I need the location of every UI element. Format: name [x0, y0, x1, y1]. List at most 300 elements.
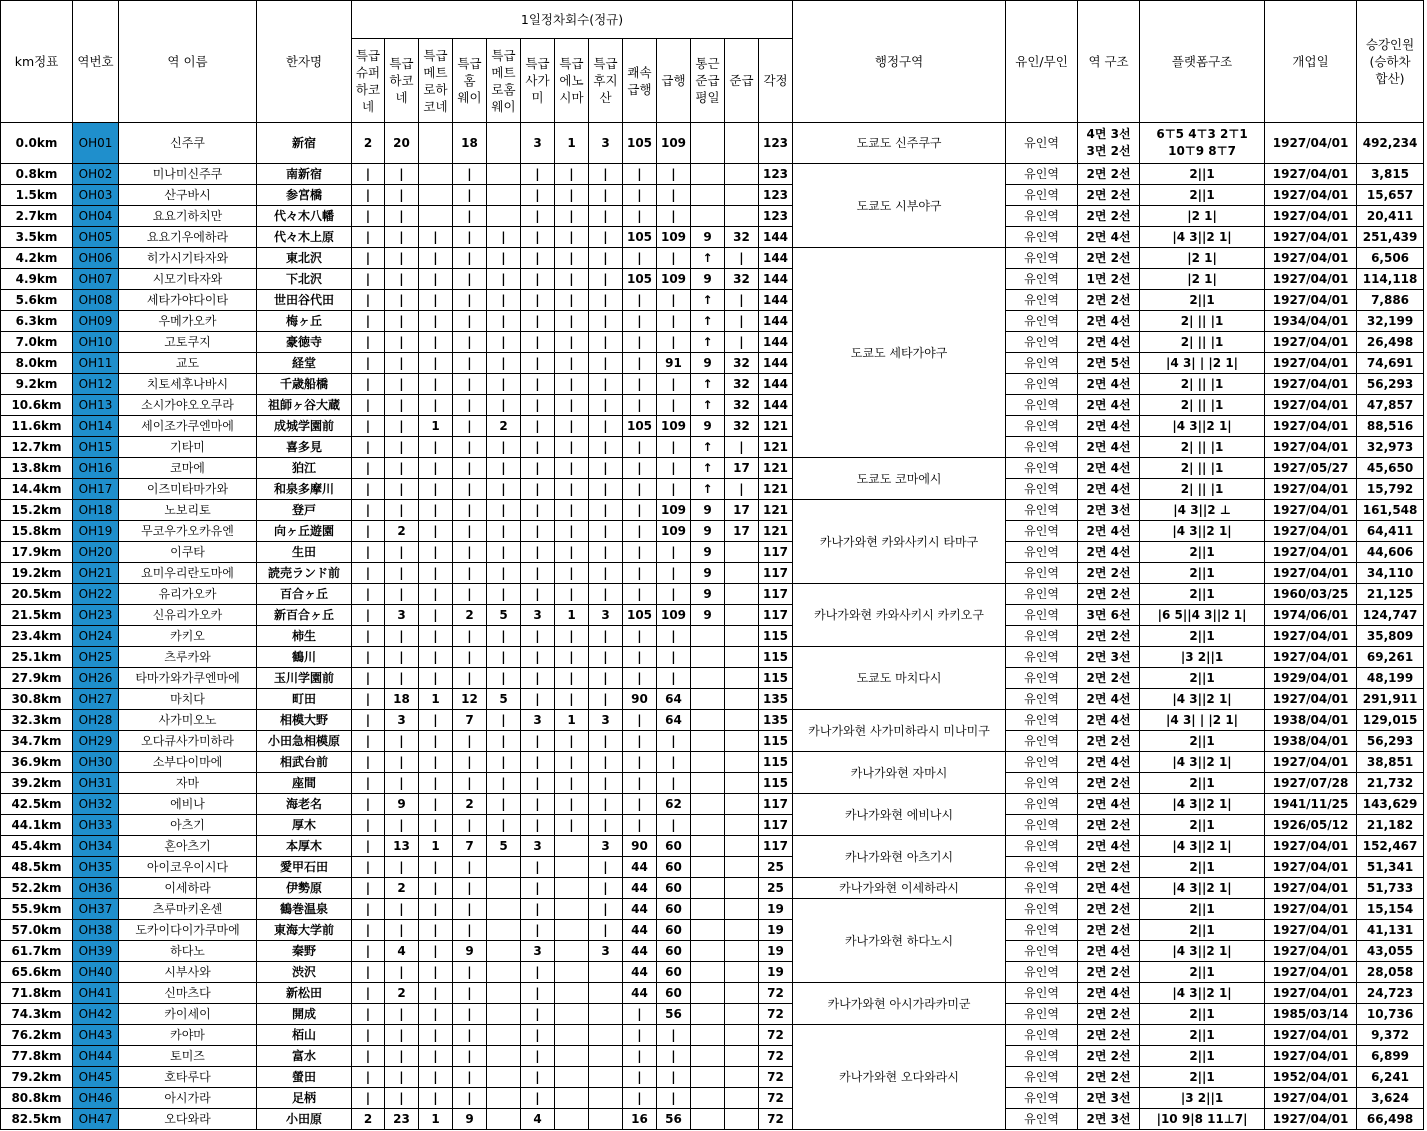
stop-count: | [385, 227, 419, 248]
ridership-cell: 152,467 [1357, 836, 1424, 857]
station-code: OH38 [73, 920, 119, 941]
municipality: 도쿄도 시부야구 [793, 164, 1006, 248]
staffed-cell: 유인역 [1006, 773, 1078, 794]
km-cell: 3.5km [1, 227, 73, 248]
stop-count [691, 1088, 725, 1109]
stop-count: | [555, 290, 589, 311]
stop-count: 3 [589, 836, 623, 857]
stop-count: 9 [691, 542, 725, 563]
ridership-cell: 26,498 [1357, 332, 1424, 353]
stop-count: | [453, 206, 487, 227]
staffed-cell: 유인역 [1006, 542, 1078, 563]
stop-count: | [453, 521, 487, 542]
header-stop-type: 특급 슈퍼 하코 네 [352, 39, 385, 123]
table-row [1, 983, 1424, 1004]
station-name: 시부사와 [119, 962, 257, 983]
stop-count: 32 [725, 353, 759, 374]
stop-count: | [385, 584, 419, 605]
platform-cell: |4 3| | |2 1| [1140, 353, 1265, 374]
station-name: 고토쿠지 [119, 332, 257, 353]
stop-count [725, 1004, 759, 1025]
stop-count: | [623, 1088, 657, 1109]
stop-count: 1 [419, 689, 453, 710]
structure-cell: 2면 2선 [1078, 920, 1140, 941]
staffed-cell: 유인역 [1006, 1088, 1078, 1109]
stop-count [725, 878, 759, 899]
municipality: 카나가와현 에비나시 [793, 794, 1006, 836]
stop-count: | [555, 542, 589, 563]
stop-count: 72 [759, 1088, 793, 1109]
stop-count: | [419, 1067, 453, 1088]
stop-count: 2 [453, 605, 487, 626]
stop-count [419, 164, 453, 185]
header-stops-group: 1일정차회수(정규) [352, 1, 793, 39]
stop-count: | [657, 332, 691, 353]
stop-count: 144 [759, 374, 793, 395]
station-kanji: 百合ヶ丘 [257, 584, 352, 605]
stop-count: 13 [385, 836, 419, 857]
stop-count: | [419, 437, 453, 458]
stop-count: | [521, 731, 555, 752]
opened-cell: 1927/04/01 [1265, 437, 1357, 458]
stop-count: | [589, 899, 623, 920]
stop-count: | [453, 899, 487, 920]
stop-count: | [555, 164, 589, 185]
stop-count: | [419, 710, 453, 731]
station-name: 유리가오카 [119, 584, 257, 605]
stop-count: 4 [521, 1109, 555, 1130]
stop-count: 32 [725, 416, 759, 437]
platform-cell: |4 3||2 1| [1140, 752, 1265, 773]
stop-count: | [352, 1004, 385, 1025]
stop-count: | [589, 248, 623, 269]
table-row [1, 332, 1424, 353]
stop-count: 117 [759, 563, 793, 584]
structure-cell: 2면 4선 [1078, 416, 1140, 437]
platform-cell: 2| || |1 [1140, 479, 1265, 500]
structure-cell: 2면 2선 [1078, 185, 1140, 206]
station-name: 소부다이마에 [119, 752, 257, 773]
stop-count [691, 878, 725, 899]
stop-count [725, 899, 759, 920]
stop-count: | [352, 857, 385, 878]
stop-count: | [623, 731, 657, 752]
ridership-cell: 124,747 [1357, 605, 1424, 626]
stop-count: | [419, 752, 453, 773]
stop-count: | [521, 1004, 555, 1025]
station-kanji: 鶴川 [257, 647, 352, 668]
municipality: 도쿄도 세타가야구 [793, 248, 1006, 458]
stop-count [725, 794, 759, 815]
station-code: OH10 [73, 332, 119, 353]
stop-count: | [623, 458, 657, 479]
platform-cell: 2||1 [1140, 731, 1265, 752]
station-name: 츠루마키온센 [119, 899, 257, 920]
station-kanji: 小田原 [257, 1109, 352, 1130]
table-row [1, 353, 1424, 374]
stop-count: 64 [657, 710, 691, 731]
stop-count: | [657, 731, 691, 752]
stop-count: 3 [521, 941, 555, 962]
stop-count: 3 [589, 710, 623, 731]
structure-cell: 2면 2선 [1078, 815, 1140, 836]
station-name: 카키오 [119, 626, 257, 647]
staffed-cell: 유인역 [1006, 1067, 1078, 1088]
stop-count: | [385, 920, 419, 941]
structure-cell: 2면 4선 [1078, 794, 1140, 815]
station-code: OH18 [73, 500, 119, 521]
stop-count: | [623, 752, 657, 773]
station-name: 이즈미타마가와 [119, 479, 257, 500]
stop-count: 109 [657, 269, 691, 290]
structure-cell: 2면 2선 [1078, 164, 1140, 185]
station-kanji: 相武台前 [257, 752, 352, 773]
station-name: 카야마 [119, 1025, 257, 1046]
stop-count: | [453, 374, 487, 395]
header-stop-type: 급행 [657, 39, 691, 123]
stop-count: | [419, 353, 453, 374]
stop-count: | [419, 1004, 453, 1025]
stop-count: | [623, 248, 657, 269]
staffed-cell: 유인역 [1006, 605, 1078, 626]
stop-count: 32 [725, 269, 759, 290]
stop-count: | [487, 248, 521, 269]
header-opened: 개업일 [1265, 1, 1357, 123]
stop-count: | [419, 227, 453, 248]
stop-count: | [657, 458, 691, 479]
station-kanji: 和泉多摩川 [257, 479, 352, 500]
stop-count: | [453, 395, 487, 416]
stop-count: | [385, 185, 419, 206]
stop-count: | [589, 290, 623, 311]
stop-count: ↑ [691, 311, 725, 332]
station-code: OH32 [73, 794, 119, 815]
stop-count: | [623, 353, 657, 374]
opened-cell: 1927/04/01 [1265, 185, 1357, 206]
stop-count: 72 [759, 1109, 793, 1130]
stop-count: | [555, 731, 589, 752]
stop-count: 115 [759, 752, 793, 773]
station-kanji: 下北沢 [257, 269, 352, 290]
ridership-cell: 161,548 [1357, 500, 1424, 521]
station-code: OH06 [73, 248, 119, 269]
platform-cell: |4 3||2 1| [1140, 521, 1265, 542]
opened-cell: 1927/04/01 [1265, 248, 1357, 269]
structure-cell: 2면 2선 [1078, 1067, 1140, 1088]
stop-count: | [385, 164, 419, 185]
stop-count: 9 [691, 584, 725, 605]
stop-count [691, 857, 725, 878]
ridership-cell: 143,629 [1357, 794, 1424, 815]
stop-count [691, 626, 725, 647]
station-name: 이쿠타 [119, 542, 257, 563]
station-code: OH22 [73, 584, 119, 605]
stop-count: 121 [759, 437, 793, 458]
stop-count: | [352, 416, 385, 437]
km-cell: 27.9km [1, 668, 73, 689]
stop-count: | [589, 206, 623, 227]
staffed-cell: 유인역 [1006, 899, 1078, 920]
stop-count: 9 [691, 416, 725, 437]
station-name: 시모기타자와 [119, 269, 257, 290]
stop-count: ↑ [691, 248, 725, 269]
stop-count: 44 [623, 962, 657, 983]
stop-count: | [521, 1067, 555, 1088]
stop-count: 9 [691, 500, 725, 521]
platform-cell: |2 1| [1140, 269, 1265, 290]
table-row [1, 605, 1424, 626]
stop-count: | [352, 395, 385, 416]
stop-count: | [623, 773, 657, 794]
stop-count [725, 668, 759, 689]
stop-count: | [352, 437, 385, 458]
station-code: OH21 [73, 563, 119, 584]
stop-count: | [589, 311, 623, 332]
stop-count: | [521, 647, 555, 668]
station-code: OH11 [73, 353, 119, 374]
table-row [1, 815, 1424, 836]
structure-cell: 2면 4선 [1078, 941, 1140, 962]
km-cell: 10.6km [1, 395, 73, 416]
stop-count [487, 941, 521, 962]
stop-count [487, 123, 521, 164]
opened-cell: 1927/04/01 [1265, 1088, 1357, 1109]
km-cell: 4.2km [1, 248, 73, 269]
station-kanji: 参宮橋 [257, 185, 352, 206]
stop-count [487, 164, 521, 185]
platform-cell: 2||1 [1140, 1046, 1265, 1067]
stop-count: 144 [759, 332, 793, 353]
stop-count: | [419, 290, 453, 311]
stop-count: 72 [759, 1004, 793, 1025]
ridership-cell: 74,691 [1357, 353, 1424, 374]
ridership-cell: 88,516 [1357, 416, 1424, 437]
stop-count: | [385, 1004, 419, 1025]
stop-count [725, 689, 759, 710]
stop-count: 1 [419, 416, 453, 437]
station-code: OH39 [73, 941, 119, 962]
stop-count: 144 [759, 290, 793, 311]
station-name: 오다와라 [119, 1109, 257, 1130]
table-row [1, 836, 1424, 857]
structure-cell: 2면 4선 [1078, 836, 1140, 857]
platform-cell: 2||1 [1140, 899, 1265, 920]
km-cell: 48.5km [1, 857, 73, 878]
staffed-cell: 유인역 [1006, 416, 1078, 437]
stop-count: | [419, 500, 453, 521]
stop-count: | [352, 206, 385, 227]
stop-count: 2 [385, 983, 419, 1004]
station-kanji: 狛江 [257, 458, 352, 479]
station-code: OH30 [73, 752, 119, 773]
ridership-cell: 15,154 [1357, 899, 1424, 920]
opened-cell: 1929/04/01 [1265, 668, 1357, 689]
stop-count: 5 [487, 689, 521, 710]
table-row [1, 899, 1424, 920]
stop-count: | [589, 815, 623, 836]
stop-count: | [487, 773, 521, 794]
stop-count: 72 [759, 1046, 793, 1067]
header-staffed: 유인/무인 [1006, 1, 1078, 123]
stop-count [725, 542, 759, 563]
station-kanji: 新松田 [257, 983, 352, 1004]
station-kanji: 螢田 [257, 1067, 352, 1088]
staffed-cell: 유인역 [1006, 479, 1078, 500]
stop-count: 105 [623, 269, 657, 290]
structure-cell: 2면 2선 [1078, 626, 1140, 647]
table-row [1, 626, 1424, 647]
staffed-cell: 유인역 [1006, 710, 1078, 731]
station-code: OH40 [73, 962, 119, 983]
stop-count: | [623, 437, 657, 458]
stop-count: 115 [759, 647, 793, 668]
opened-cell: 1927/04/01 [1265, 647, 1357, 668]
station-kanji: 柿生 [257, 626, 352, 647]
platform-cell: 2||1 [1140, 164, 1265, 185]
stop-count: | [555, 584, 589, 605]
stop-count: | [453, 1088, 487, 1109]
structure-cell: 2면 5선 [1078, 353, 1140, 374]
platform-cell: 2| || |1 [1140, 332, 1265, 353]
station-code: OH33 [73, 815, 119, 836]
stop-count: | [521, 479, 555, 500]
stop-count: | [453, 458, 487, 479]
stop-count: 3 [385, 605, 419, 626]
station-code: OH01 [73, 123, 119, 164]
stop-count: | [521, 563, 555, 584]
platform-cell: 2| || |1 [1140, 311, 1265, 332]
platform-cell: 2||1 [1140, 1004, 1265, 1025]
stop-count: | [352, 1025, 385, 1046]
station-code: OH16 [73, 458, 119, 479]
stop-count [725, 605, 759, 626]
stop-count: | [555, 332, 589, 353]
opened-cell: 1927/04/01 [1265, 857, 1357, 878]
stop-count: 9 [691, 269, 725, 290]
stop-count: 121 [759, 500, 793, 521]
staffed-cell: 유인역 [1006, 521, 1078, 542]
station-code: OH41 [73, 983, 119, 1004]
header-ridership: 승강인원 (승하차 합산) [1357, 1, 1424, 123]
station-name: 카이세이 [119, 1004, 257, 1025]
stop-count [691, 206, 725, 227]
station-code: OH28 [73, 710, 119, 731]
stop-count: | [521, 521, 555, 542]
stop-count: | [453, 542, 487, 563]
stop-count [691, 1025, 725, 1046]
stop-count: | [385, 269, 419, 290]
stop-count [725, 584, 759, 605]
stop-count: 123 [759, 206, 793, 227]
table-row [1, 878, 1424, 899]
stop-count: | [657, 815, 691, 836]
structure-cell: 2면 4선 [1078, 227, 1140, 248]
stop-count [691, 647, 725, 668]
stop-count: | [453, 332, 487, 353]
stop-count [725, 731, 759, 752]
ridership-cell: 66,498 [1357, 1109, 1424, 1130]
staffed-cell: 유인역 [1006, 857, 1078, 878]
stop-count: 9 [385, 794, 419, 815]
stop-count: | [352, 311, 385, 332]
station-kanji: 豪徳寺 [257, 332, 352, 353]
stop-count: | [555, 647, 589, 668]
staffed-cell: 유인역 [1006, 689, 1078, 710]
staffed-cell: 유인역 [1006, 206, 1078, 227]
stop-count: | [521, 962, 555, 983]
station-code: OH17 [73, 479, 119, 500]
km-cell: 13.8km [1, 458, 73, 479]
station-name: 산구바시 [119, 185, 257, 206]
km-cell: 11.6km [1, 416, 73, 437]
platform-cell: |4 3||2 1| [1140, 689, 1265, 710]
platform-cell: 2| || |1 [1140, 374, 1265, 395]
stop-count: 44 [623, 983, 657, 1004]
km-cell: 4.9km [1, 269, 73, 290]
stop-count: | [657, 647, 691, 668]
stop-count [487, 962, 521, 983]
stop-count [487, 1025, 521, 1046]
stop-count: | [419, 794, 453, 815]
km-cell: 6.3km [1, 311, 73, 332]
stop-count [725, 983, 759, 1004]
stop-count: | [657, 437, 691, 458]
stop-count [725, 185, 759, 206]
stop-count: | [385, 479, 419, 500]
stop-count [589, 962, 623, 983]
station-kanji: 小田急相模原 [257, 731, 352, 752]
platform-cell: 2||1 [1140, 1025, 1265, 1046]
stop-count: | [521, 437, 555, 458]
stop-count: 2 [487, 416, 521, 437]
stop-count [487, 920, 521, 941]
platform-cell: |4 3||2 1| [1140, 836, 1265, 857]
stop-count [555, 878, 589, 899]
station-name: 교도 [119, 353, 257, 374]
station-name: 코마에 [119, 458, 257, 479]
municipality: 카나가와현 카와사키시 타마구 [793, 500, 1006, 584]
stop-count: 2 [352, 1109, 385, 1130]
stop-count: | [352, 794, 385, 815]
stop-count: | [487, 332, 521, 353]
platform-cell: |3 2||1 [1140, 647, 1265, 668]
structure-cell: 3면 6선 [1078, 605, 1140, 626]
stop-count: 12 [453, 689, 487, 710]
ridership-cell: 7,886 [1357, 290, 1424, 311]
stop-count: | [521, 206, 555, 227]
stop-count: 109 [657, 227, 691, 248]
table-row [1, 206, 1424, 227]
stop-count: | [352, 773, 385, 794]
stop-count: | [487, 437, 521, 458]
stop-count: | [419, 941, 453, 962]
header-platform: 플랫폼구조 [1140, 1, 1265, 123]
ridership-cell: 15,657 [1357, 185, 1424, 206]
stop-count: 5 [487, 605, 521, 626]
platform-cell: 2||1 [1140, 857, 1265, 878]
table-row [1, 668, 1424, 689]
station-kanji: 成城学園前 [257, 416, 352, 437]
staffed-cell: 유인역 [1006, 1109, 1078, 1130]
km-cell: 0.8km [1, 164, 73, 185]
table-row [1, 123, 1424, 164]
stop-count: 3 [589, 605, 623, 626]
stop-count [691, 185, 725, 206]
stop-count: | [385, 962, 419, 983]
stop-count: 17 [725, 458, 759, 479]
stop-count: 1 [555, 123, 589, 164]
stop-count: | [521, 458, 555, 479]
